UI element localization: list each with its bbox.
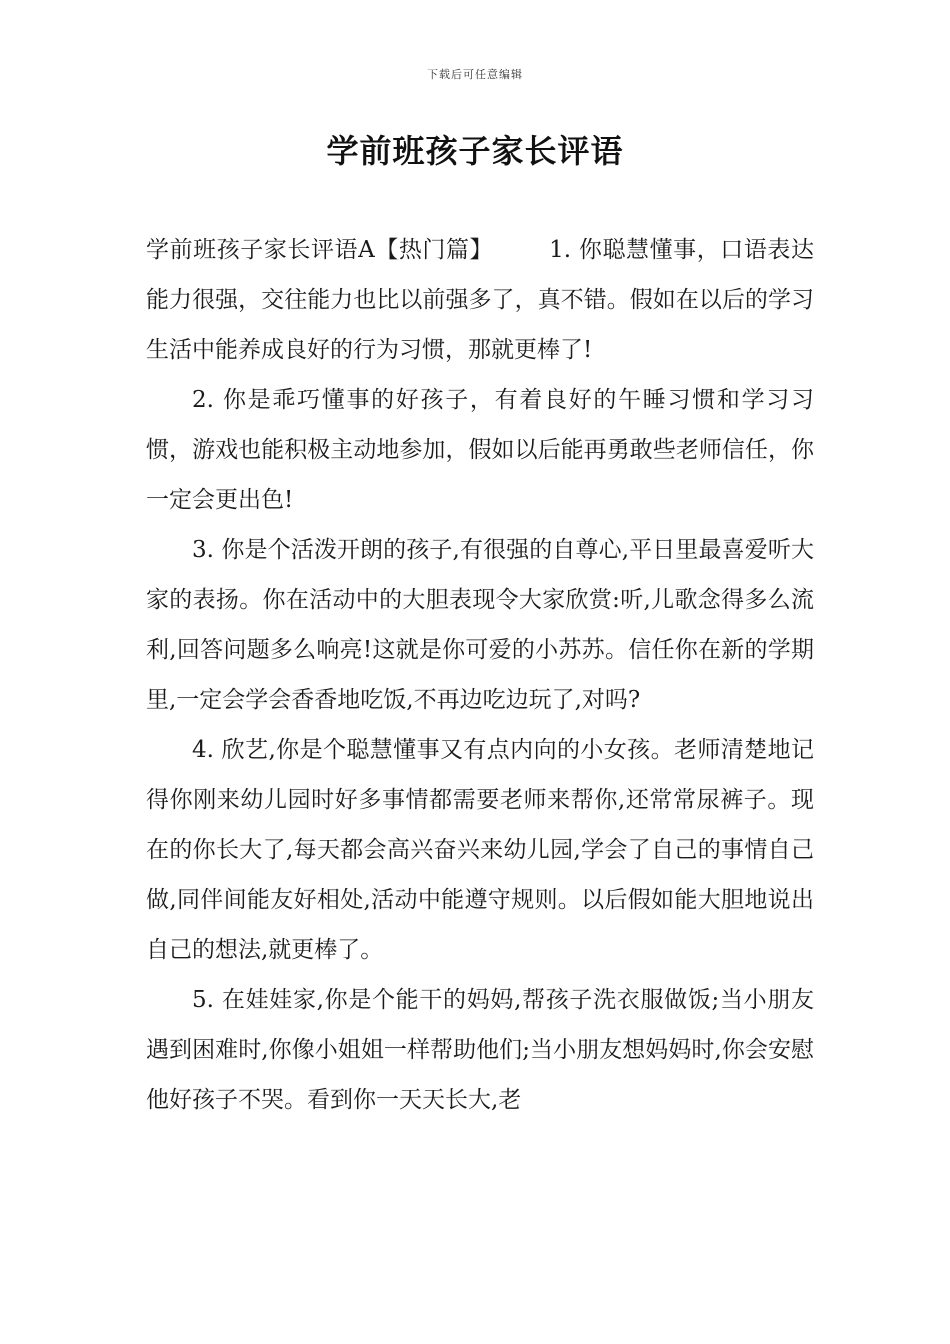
intro-text: 1. 你聪慧懂事，口语表达能力很强，交往能力也比以前强多了，真不错。假如在以后的学习生活中能养成良好的行为习惯，那就更棒了! bbox=[146, 237, 814, 363]
intro-heading: 学前班孩子家长评语A【热门篇】 bbox=[146, 237, 494, 263]
document-title: 学前班孩子家长评语 bbox=[326, 132, 624, 170]
header-note: 下载后可任意编辑 bbox=[427, 68, 523, 81]
intro-paragraph bbox=[146, 225, 814, 375]
paragraph-3: 3. 你是个活泼开朗的孩子,有很强的自尊心,平日里最喜爱听大家的表扬。你在活动中的大胆表现令大家欣赏:听,儿歌念得多么流利,回答问题多么响亮!这就是你可爱的小苏苏。信任你在新的学期里,一定会学会香香地吃饭,不再边吃边玩了,对吗? bbox=[146, 537, 814, 713]
paragraph-4: 4. 欣艺,你是个聪慧懂事又有点内向的小女孩。老师清楚地记得你刚来幼儿园时好多事情都需要老师来帮你,还常常尿裤子。现在的你长大了,每天都会高兴奋兴来幼儿园,学会了自己的事情自己做,同伴间能友好相处,活动中能遵守规则。以后假如能大胆地说出自己的想法,就更棒了。 bbox=[146, 737, 814, 963]
paragraph-2: 2. 你是乖巧懂事的好孩子，有着良好的午睡习惯和学习习惯，游戏也能积极主动地参加，假如以后能再勇敢些老师信任，你一定会更出色! bbox=[146, 387, 814, 513]
document-body bbox=[146, 225, 814, 1125]
paragraph-5: 5. 在娃娃家,你是个能干的妈妈,帮孩子洗衣服做饭;当小朋友遇到困难时,你像小姐姐一样帮助他们;当小朋友想妈妈时,你会安慰他好孩子不哭。看到你一天天长大,老 bbox=[146, 987, 814, 1113]
